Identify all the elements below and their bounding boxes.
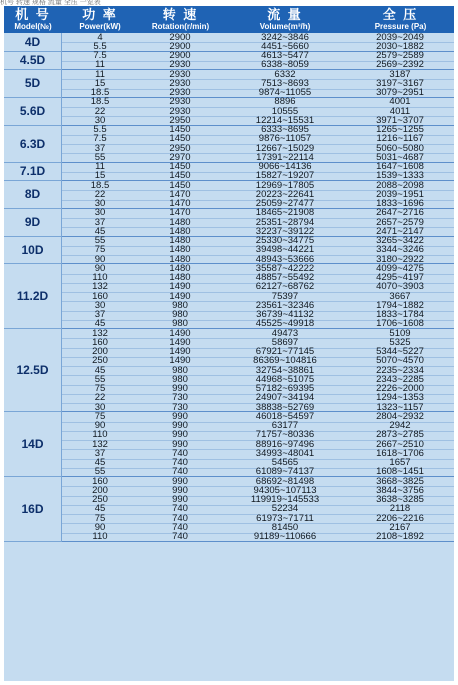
header-power-zh: 功 率 — [82, 7, 118, 22]
pressure-cell: 1618~1706 — [376, 447, 424, 459]
pressure-cell: 1833~1784 — [376, 309, 424, 320]
volume-cell: 38838~52769 — [255, 401, 315, 413]
power-cell: 200 — [92, 346, 108, 357]
power-cell: 110 — [92, 272, 108, 283]
model-cell: 6.3D — [4, 126, 62, 163]
rotation-cell: 1490 — [169, 281, 191, 293]
volume-cell: 25330~34775 — [255, 235, 315, 246]
rotation-cell: 990 — [172, 475, 188, 487]
volume-cell: 12214~15531 — [255, 114, 315, 126]
volume-cell: 119919~145533 — [250, 494, 320, 505]
group-divider — [62, 541, 454, 542]
pressure-cell: 2039~2049 — [376, 31, 424, 43]
pressure-cell: 2088~2098 — [376, 179, 424, 191]
model-cell: 12.5D — [4, 329, 62, 412]
top-strip-text: 机号 转速 规格 流量 全压 一览表 — [0, 0, 101, 6]
pressure-cell: 2579~2589 — [376, 50, 424, 61]
rotation-cell: 1450 — [169, 124, 191, 135]
power-cell: 75 — [94, 383, 106, 394]
rotation-cell: 740 — [172, 466, 188, 478]
rotation-cell: 2970 — [169, 151, 191, 163]
pressure-cell: 3197~3167 — [376, 77, 424, 89]
pressure-cell: 5031~4687 — [376, 151, 424, 163]
volume-cell: 49473 — [271, 327, 299, 339]
volume-cell: 45525~49918 — [255, 318, 315, 330]
rotation-cell: 2950 — [169, 142, 191, 154]
power-cell: 4 — [97, 31, 103, 43]
rotation-cell: 990 — [172, 410, 188, 422]
pressure-cell: 1265~1255 — [376, 124, 424, 135]
rotation-cell: 740 — [172, 512, 188, 524]
pressure-cell: 5060~5080 — [376, 142, 424, 154]
rotation-cell: 1490 — [169, 336, 191, 348]
volume-cell: 39498~44221 — [255, 244, 315, 256]
volume-cell: 71757~80336 — [255, 429, 315, 441]
pressure-cell: 2647~2716 — [376, 207, 424, 219]
header-pressure — [347, 6, 454, 33]
header-rotation — [138, 6, 223, 33]
volume-cell: 12969~17805 — [255, 179, 315, 191]
volume-cell: 8896 — [274, 96, 296, 108]
volume-cell: 25059~27477 — [255, 198, 315, 209]
pressure-cell: 2167 — [389, 521, 411, 533]
volume-cell: 6333~8695 — [261, 124, 309, 135]
power-cell: 22 — [94, 105, 106, 117]
volume-cell: 35587~42222 — [255, 262, 315, 274]
model-cell: 5D — [4, 70, 62, 98]
power-cell: 22 — [94, 188, 106, 200]
pressure-cell: 2942 — [389, 420, 411, 431]
rotation-cell: 990 — [172, 494, 188, 505]
volume-cell: 68692~81498 — [255, 475, 315, 487]
rotation-cell: 730 — [172, 392, 188, 404]
power-cell: 250 — [92, 355, 108, 367]
pressure-cell: 2226~2000 — [376, 383, 424, 394]
rotation-cell: 1480 — [169, 216, 191, 228]
volume-cell: 32237~39122 — [255, 225, 315, 237]
volume-cell: 63177 — [271, 420, 299, 431]
pressure-cell: 3638~3285 — [376, 494, 424, 505]
pressure-cell: 2108~1892 — [376, 531, 424, 542]
model-cell: 8D — [4, 181, 62, 209]
power-cell: 45 — [94, 503, 106, 515]
power-cell: 110 — [92, 429, 108, 441]
power-cell: 45 — [94, 225, 106, 237]
rotation-cell: 1450 — [169, 161, 191, 172]
header-model-zh: 机 号 — [15, 7, 51, 22]
power-cell: 250 — [92, 494, 108, 505]
model-cell: 7.1D — [4, 163, 62, 182]
rotation-cell: 1480 — [169, 272, 191, 283]
rotation-cell: 2950 — [169, 114, 191, 126]
pressure-cell: 4099~4275 — [376, 262, 424, 274]
pressure-cell: 2235~2334 — [376, 364, 424, 376]
volume-cell: 17391~22114 — [256, 151, 314, 163]
volume-cell: 25351~28794 — [255, 216, 315, 228]
power-cell: 132 — [92, 327, 108, 339]
volume-cell: 58697 — [271, 336, 299, 348]
pressure-cell: 3971~3707 — [376, 114, 424, 126]
pressure-cell: 3079~2951 — [376, 87, 424, 98]
volume-cell: 10555 — [271, 105, 299, 117]
pressure-cell: 2118 — [389, 503, 411, 515]
power-cell: 45 — [94, 364, 106, 376]
power-cell: 75 — [94, 512, 106, 524]
rotation-cell: 1480 — [169, 225, 191, 237]
rotation-cell: 980 — [172, 373, 188, 385]
rotation-cell: 990 — [172, 484, 188, 496]
pressure-cell: 2569~2392 — [376, 59, 424, 71]
rotation-cell: 980 — [172, 364, 188, 376]
rotation-cell: 1470 — [169, 207, 191, 219]
power-cell: 15 — [94, 170, 106, 182]
rotation-cell: 1490 — [169, 327, 191, 339]
volume-cell: 75397 — [271, 290, 299, 302]
pressure-cell: 1706~1608 — [376, 318, 424, 330]
model-cell: 4D — [4, 33, 62, 52]
volume-cell: 86369~104816 — [253, 355, 317, 367]
rotation-cell: 980 — [172, 299, 188, 311]
rotation-cell: 2900 — [169, 40, 191, 52]
power-cell: 132 — [92, 438, 108, 450]
pressure-cell: 3668~3825 — [376, 475, 424, 487]
power-cell: 22 — [94, 392, 106, 404]
model-cell: 14D — [4, 412, 62, 477]
model-cell: 10D — [4, 237, 62, 265]
rotation-cell: 2930 — [169, 105, 191, 117]
volume-cell: 44968~51075 — [255, 373, 315, 385]
volume-cell: 48857~55492 — [255, 272, 315, 283]
volume-cell: 9876~11057 — [258, 133, 312, 145]
power-cell: 90 — [94, 262, 106, 274]
volume-cell: 9874~11055 — [258, 87, 312, 98]
pressure-cell: 3187 — [389, 68, 411, 80]
header-rotation-en: Rotation(r/min) — [151, 22, 210, 31]
power-cell: 90 — [94, 420, 106, 431]
pressure-cell: 1833~1696 — [376, 198, 424, 209]
pressure-cell: 5325 — [389, 336, 411, 348]
power-cell: 110 — [92, 531, 108, 542]
power-cell: 15 — [94, 77, 106, 89]
power-cell: 18.5 — [90, 179, 110, 191]
power-cell: 55 — [94, 235, 106, 246]
volume-cell: 6332 — [274, 68, 296, 80]
pressure-cell: 1608~1451 — [376, 466, 424, 478]
power-cell: 7.5 — [93, 133, 107, 145]
table-header — [4, 6, 454, 33]
pressure-cell: 3265~3422 — [376, 235, 424, 246]
pressure-cell: 3344~3246 — [376, 244, 424, 256]
pressure-cell: 4295~4197 — [376, 272, 424, 283]
volume-cell: 61089~74137 — [255, 466, 315, 478]
rotation-cell: 980 — [172, 318, 188, 330]
pressure-cell: 2804~2932 — [376, 410, 424, 422]
header-model — [4, 6, 62, 33]
rotation-cell: 1480 — [169, 253, 191, 265]
power-cell: 132 — [92, 281, 108, 293]
rotation-cell: 2900 — [169, 50, 191, 61]
volume-cell: 57182~69395 — [255, 383, 315, 394]
volume-cell: 3242~3846 — [261, 31, 309, 43]
rotation-cell: 1480 — [169, 244, 191, 256]
pressure-cell: 1216~1167 — [376, 133, 424, 145]
rotation-cell: 1470 — [169, 188, 191, 200]
pressure-cell: 3667 — [389, 290, 411, 302]
header-volume — [223, 6, 347, 33]
pressure-cell: 3180~2922 — [376, 253, 424, 265]
pressure-cell: 1323~1157 — [376, 401, 424, 413]
volume-cell: 46018~54597 — [255, 410, 315, 422]
table-body — [4, 33, 454, 681]
pressure-cell: 4011 — [389, 105, 411, 117]
rotation-cell: 990 — [172, 420, 188, 431]
pressure-cell: 2030~1882 — [376, 40, 424, 52]
rotation-cell: 2930 — [169, 77, 191, 89]
power-cell: 18.5 — [90, 96, 110, 108]
rotation-cell: 1450 — [169, 133, 191, 145]
rotation-cell: 1490 — [169, 355, 191, 367]
volume-cell: 9066~14136 — [258, 161, 312, 172]
header-pressure-en: Pressure (Pa) — [374, 22, 427, 31]
volume-cell: 88916~97496 — [255, 438, 315, 450]
power-cell: 5.5 — [93, 40, 107, 52]
rotation-cell: 740 — [172, 531, 188, 542]
power-cell: 55 — [94, 373, 106, 385]
rotation-cell: 740 — [172, 457, 188, 468]
header-power-en: Power(kW) — [79, 22, 121, 31]
volume-cell: 81450 — [271, 521, 299, 533]
pressure-cell: 1794~1882 — [376, 299, 424, 311]
power-cell: 37 — [94, 216, 106, 228]
power-cell: 160 — [92, 290, 108, 302]
header-power — [62, 6, 138, 33]
power-cell: 7.5 — [93, 50, 107, 61]
power-cell: 160 — [92, 336, 108, 348]
power-cell: 45 — [94, 318, 106, 330]
pressure-cell: 2206~2216 — [376, 512, 424, 524]
pressure-cell: 1657 — [389, 457, 411, 468]
pressure-cell: 1539~1333 — [376, 170, 424, 182]
pressure-cell: 1294~1353 — [376, 392, 424, 404]
volume-cell: 15827~19207 — [255, 170, 315, 182]
volume-cell: 4613~5477 — [261, 50, 309, 61]
pressure-cell: 2039~1951 — [376, 188, 424, 200]
model-cell: 16D — [4, 477, 62, 542]
volume-cell: 18465~21908 — [255, 207, 315, 219]
rotation-cell: 1480 — [169, 235, 191, 246]
rotation-cell: 990 — [172, 429, 188, 441]
power-cell: 30 — [94, 299, 106, 311]
power-cell: 30 — [94, 207, 106, 219]
pressure-cell: 2873~2785 — [376, 429, 424, 441]
rotation-cell: 2930 — [169, 87, 191, 98]
header-rotation-zh: 转 速 — [162, 7, 199, 22]
volume-cell: 32754~38861 — [255, 364, 315, 376]
volume-cell: 61973~71711 — [256, 512, 314, 524]
model-cell: 4.5D — [4, 52, 62, 71]
volume-cell: 91189~110666 — [253, 531, 317, 542]
header-volume-en: Volume(m³/h) — [259, 22, 311, 31]
power-cell: 55 — [94, 466, 106, 478]
rotation-cell: 2930 — [169, 59, 191, 71]
volume-cell: 94305~107113 — [253, 484, 317, 496]
pressure-cell: 5109 — [389, 327, 411, 339]
volume-cell: 24907~34194 — [255, 392, 315, 404]
model-cell: 11.2D — [4, 264, 62, 329]
pressure-cell: 5344~5227 — [376, 346, 424, 357]
rotation-cell: 740 — [172, 447, 188, 459]
pressure-cell: 1647~1608 — [376, 161, 424, 172]
pressure-cell: 3844~3756 — [376, 484, 424, 496]
rotation-cell: 2930 — [169, 68, 191, 80]
power-cell: 37 — [94, 142, 106, 154]
rotation-cell: 1450 — [169, 179, 191, 191]
power-cell: 11 — [95, 59, 105, 71]
rotation-cell: 740 — [172, 503, 188, 515]
power-cell: 45 — [94, 457, 106, 468]
header-model-en: Model(№) — [14, 22, 52, 31]
rotation-cell: 1470 — [169, 198, 191, 209]
rotation-cell: 1480 — [169, 262, 191, 274]
power-cell: 18.5 — [90, 87, 110, 98]
volume-cell: 36739~41132 — [256, 309, 314, 320]
volume-cell: 12667~15029 — [255, 142, 315, 154]
volume-cell: 48943~53666 — [255, 253, 315, 265]
power-cell: 160 — [92, 475, 108, 487]
header-pressure-zh: 全 压 — [382, 7, 419, 22]
volume-cell: 6338~8059 — [261, 59, 309, 71]
pressure-cell: 2657~2579 — [376, 216, 424, 228]
rotation-cell: 730 — [172, 401, 188, 413]
pressure-cell: 2667~2510 — [376, 438, 424, 450]
model-cell: 5.6D — [4, 98, 62, 126]
volume-cell: 34993~48041 — [255, 447, 315, 459]
power-cell: 30 — [94, 114, 106, 126]
rotation-cell: 740 — [172, 521, 188, 533]
rotation-cell: 1490 — [169, 290, 191, 302]
volume-cell: 4451~5660 — [261, 40, 309, 52]
rotation-cell: 1490 — [169, 346, 191, 357]
volume-cell: 52234 — [271, 503, 299, 515]
header-volume-zh: 流 量 — [267, 7, 303, 22]
volume-cell: 54565 — [271, 457, 299, 468]
volume-cell: 7513~8693 — [261, 77, 309, 89]
power-cell: 30 — [94, 198, 106, 209]
power-cell: 90 — [94, 253, 106, 265]
rotation-cell: 2900 — [169, 31, 191, 43]
power-cell: 5.5 — [93, 124, 107, 135]
power-cell: 90 — [94, 521, 106, 533]
power-cell: 11 — [95, 161, 105, 172]
power-cell: 30 — [94, 401, 106, 413]
power-cell: 75 — [94, 410, 106, 422]
power-cell: 37 — [94, 447, 106, 459]
rotation-cell: 990 — [172, 438, 188, 450]
pressure-cell: 4001 — [389, 96, 411, 108]
rotation-cell: 1450 — [169, 170, 191, 182]
volume-cell: 20223~22641 — [255, 188, 315, 200]
power-cell: 200 — [92, 484, 108, 496]
pressure-cell: 5070~4570 — [376, 355, 424, 367]
volume-cell: 67921~77145 — [255, 346, 315, 357]
rotation-cell: 2930 — [169, 96, 191, 108]
rotation-cell: 990 — [172, 383, 188, 394]
volume-cell: 23561~32346 — [255, 299, 315, 311]
power-cell: 55 — [94, 151, 106, 163]
pressure-cell: 4070~3903 — [376, 281, 424, 293]
volume-cell: 62127~68762 — [255, 281, 315, 293]
power-cell: 37 — [94, 309, 106, 320]
power-cell: 75 — [94, 244, 106, 256]
pressure-cell: 2471~2147 — [376, 225, 424, 237]
model-cell: 9D — [4, 209, 62, 237]
rotation-cell: 980 — [172, 309, 188, 320]
power-cell: 11 — [95, 68, 105, 80]
pressure-cell: 2343~2285 — [376, 373, 424, 385]
